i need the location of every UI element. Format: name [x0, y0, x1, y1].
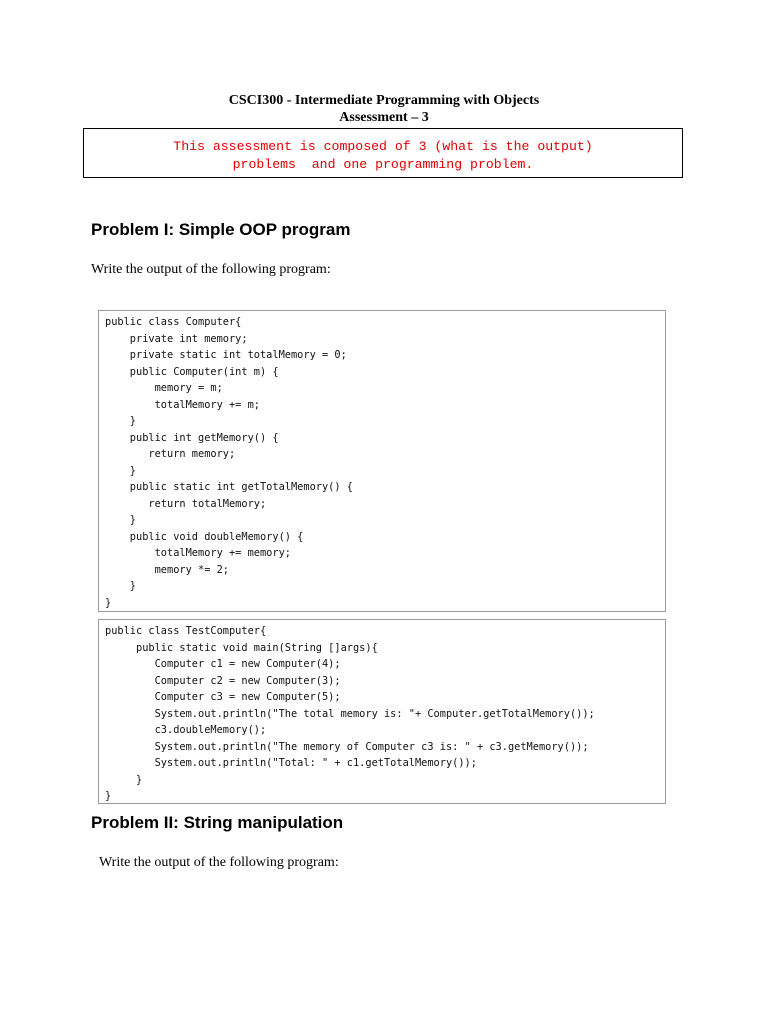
code-line: System.out.println("The memory of Computer c3 is: " + c3.getMemory());	[105, 740, 589, 753]
code-block-test-computer-class	[98, 619, 666, 804]
code-line: System.out.println("The total memory is: "+ Computer.getTotalMemory());	[105, 707, 595, 720]
code-line: public Computer(int m) {	[105, 365, 279, 378]
code-line: public static void main(String []args){	[105, 641, 378, 654]
code-line: return memory;	[105, 448, 236, 460]
code-line: }	[105, 464, 136, 477]
problem-1-instruction: Write the output of the following program:	[91, 262, 331, 277]
code-line: System.out.println("Total: " + c1.getTotalMemory());	[105, 757, 477, 769]
notice-line-2: problems and one programming problem.	[232, 157, 534, 172]
code-line: totalMemory += memory;	[105, 547, 291, 559]
notice-line-1: This assessment is composed of 3 (what is the output)	[173, 139, 593, 154]
code-line: private static int totalMemory = 0;	[105, 349, 347, 361]
code-line: public class Computer{	[105, 316, 242, 328]
code-line: c3.doubleMemory();	[105, 724, 267, 736]
assessment-title: Assessment – 3	[339, 110, 429, 125]
code-line: totalMemory += m;	[105, 398, 260, 411]
problem-1-heading: Problem I: Simple OOP program	[91, 220, 351, 239]
code-line: }	[105, 580, 136, 592]
code-line: }	[105, 773, 143, 786]
course-title: CSCI300 - Intermediate Programming with Objects	[228, 93, 540, 108]
code-block-computer-class	[98, 310, 666, 612]
code-line: }	[105, 415, 136, 427]
code-line: private int memory;	[105, 332, 248, 345]
code-line: public void doubleMemory() {	[105, 530, 304, 543]
problem-2-heading: Problem II: String manipulation	[91, 813, 344, 832]
problem-2-instruction: Write the output of the following program:	[99, 855, 339, 870]
code-line: Computer c2 = new Computer(3);	[105, 674, 341, 687]
code-line: Computer c3 = new Computer(5);	[105, 691, 341, 703]
code-line: public static int getTotalMemory() {	[105, 481, 353, 493]
code-line: }	[105, 596, 112, 609]
code-line: public class TestComputer{	[105, 625, 267, 637]
code-line: memory *= 2;	[105, 563, 229, 576]
code-line: memory = m;	[105, 382, 223, 394]
code-line: }	[105, 514, 136, 526]
code-line: return totalMemory;	[105, 497, 267, 510]
code-line: }	[105, 790, 112, 802]
code-line: public int getMemory() {	[105, 431, 279, 444]
code-line: Computer c1 = new Computer(4);	[105, 658, 341, 670]
assessment-notice-box	[83, 128, 683, 178]
